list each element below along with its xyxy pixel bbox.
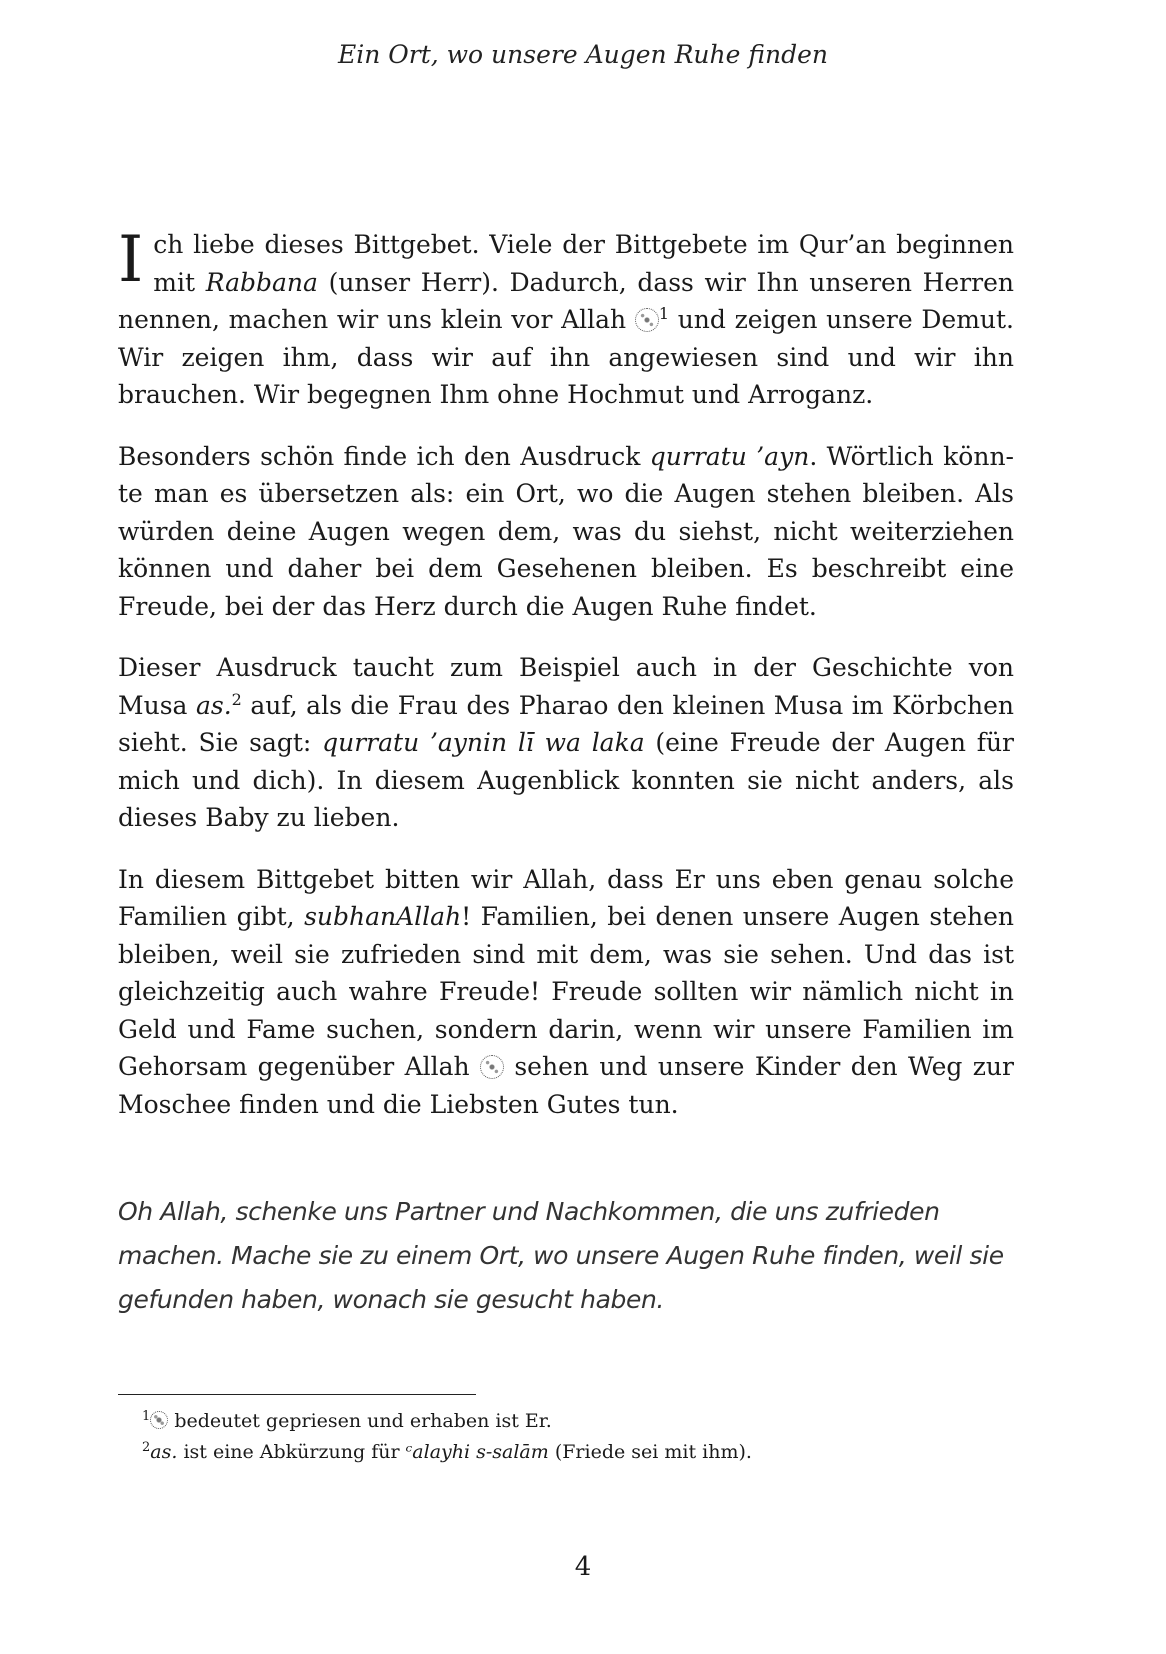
footnote-2: $^2$as. ist eine Abkürzung für ᶜalayhi s-salām (Friede sei mit ihm).: [142, 1440, 752, 1463]
paragraph-3: Dieser Ausdruck taucht zum Beispiel auch in der Geschichte von Musa as.$^2$ auf, als die Frau des Pharao den kleinen Musa im Körbchen sieht. Sie sagt: qurratu ’aynin lī wa laka (eine Freude der Augen für mich und dich). In diesem Augenblick konnten sie nicht anders, als dieses Baby zu lieben.: [118, 653, 1014, 832]
page-number: 4: [574, 1552, 592, 1582]
body-text: [118, 223, 1014, 1147]
swt-calligraphy-icon: [480, 1055, 504, 1079]
swt-calligraphy-icon: [150, 1411, 168, 1429]
paragraph-4: In diesem Bittgebet bitten wir Allah, dass Er uns eben genau solche Familien gibt, subhanAllah! Familien, bei denen unsere Augen stehen bleiben, weil sie zufrieden sind mit dem, was sie sehen. Und das ist gleichzeitig auch wahre Freude! Freude sollten wir nämlich nicht in Geld und Fame suchen, sondern darin, wenn wir unsere Familien im Gehorsam gegenüber Allah sehen und unsere Kinder den Weg zur Moschee finden und die Liebsten Gutes tun.: [118, 864, 1014, 1119]
paragraph-2: Besonders schön finde ich den Ausdruck qurratu ’ayn. Wörtlich könnte man es übersetzen als: ein Ort, wo die Augen stehen bleiben. Als würden deine Augen wegen dem, was du siehst, nicht weiterziehen können und daher bei dem Gesehenen bleiben. Es beschreibt eine Freude, bei der das Herz durch die Augen Ruhe findet.: [118, 441, 1014, 621]
footnote-1: $^1$ bedeutet gepriesen und erhaben ist Er.: [142, 1409, 552, 1432]
paragraph-1: Ich liebe dieses Bittgebet. Viele der Bittgebete im Qur’an beginnen mit Rabbana (unser Herr). Dadurch, dass wir Ihn unseren Herren nennen, machen wir uns klein vor Allah $^1$ und zeigen unsere Demut. Wir zeigen ihm, dass wir auf ihn angewiesen sind und wir ihn brauchen. Wir begegnen Ihm ohne Hochmut und Arroganz.: [118, 223, 1014, 409]
footnote-ref-2[interactable]: 2: [231, 689, 242, 709]
footnote-divider: [118, 1394, 476, 1395]
running-head: Ein Ort, wo unsere Augen Ruhe finden: [337, 40, 829, 69]
drop-cap: I: [118, 223, 144, 297]
swt-calligraphy-icon: [635, 308, 659, 332]
footnotes: [142, 1406, 1012, 1468]
dua-quote: Oh Allah, schenke uns Partner und Nachkommen, die uns zufrieden machen. Mache sie zu einem Ort, wo unsere Augen Ruhe finden, weil sie gefunden haben, wonach sie gesucht haben.: [118, 1197, 1004, 1314]
footnote-ref-1[interactable]: 1: [658, 304, 670, 323]
